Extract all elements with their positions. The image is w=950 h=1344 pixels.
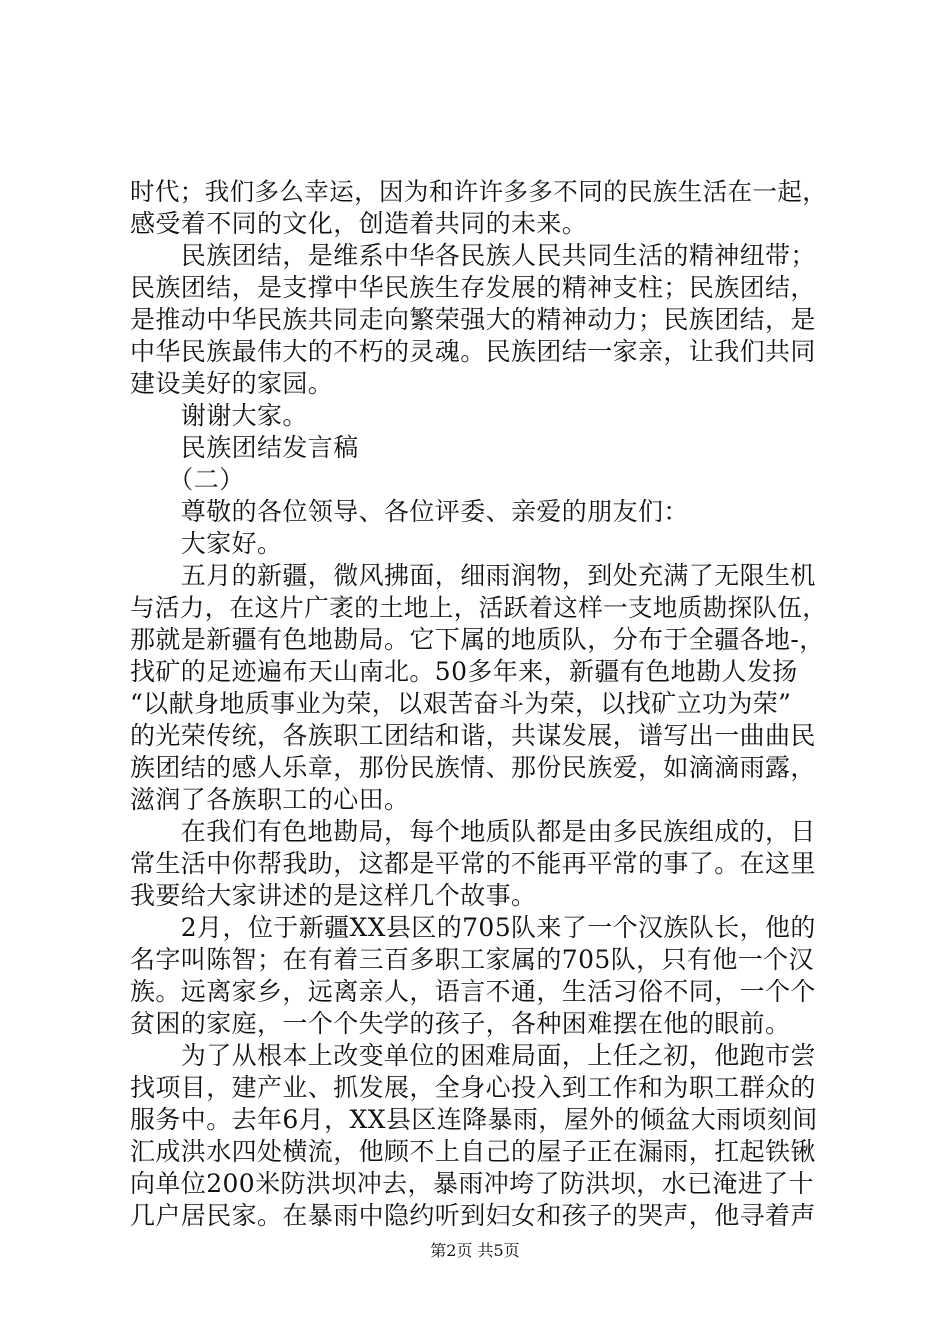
text-line: 贫困的家庭，一个个失学的孩子，各种困难摆在他的眼前。 [130, 1009, 791, 1038]
text-line: 感受着不同的文化，创造着共同的未来。 [130, 209, 588, 238]
text-line: 汇成洪水四处横流，他顾不上自己的屋子正在漏雨，扛起铁锹 [130, 1137, 816, 1166]
text-line: 名字叫陈智；在有着三百多职工家属的705队，只有他一个汉 [130, 945, 814, 974]
text-line: 几户居民家。在暴雨中隐约听到妇女和孩子的哭声，他寻着声 [130, 1201, 816, 1230]
text-line: 滋润了各族职工的心田。 [130, 785, 410, 814]
text-line: 服务中。去年6月，XX县区连降暴雨，屋外的倾盆大雨顷刻间 [130, 1105, 818, 1134]
text-line: 五月的新疆，微风拂面，细雨润物，到处充满了无限生机 [130, 561, 816, 590]
text-line: 民族团结，是支撑中华民族生存发展的精神支柱；民族团结， [130, 273, 816, 302]
text-line: 族。远离家乡，远离亲人，语言不通，生活习俗不同，一个个 [130, 977, 816, 1006]
body-text [130, 176, 840, 1232]
text-line: 2月，位于新疆XX县区的705队来了一个汉族队长，他的 [130, 913, 816, 942]
text-line: 为了从根本上改变单位的困难局面，上任之初，他跑市尝 [130, 1041, 816, 1070]
text-line: 民族团结，是维系中华各民族人民共同生活的精神纽带； [130, 241, 816, 270]
text-line: 中华民族最伟大的不朽的灵魂。民族团结一家亲，让我们共同 [130, 337, 816, 366]
text-line: “以献身地质事业为荣，以艰苦奋斗为荣，以找矿立功为荣” [130, 689, 792, 718]
text-line: 那就是新疆有色地勘局。它下属的地质队，分布于全疆各地-， [130, 625, 825, 654]
text-line: 常生活中你帮我助，这都是平常的不能再平常的事了。在这里 [130, 849, 816, 878]
text-line: 谢谢大家。 [130, 401, 308, 430]
text-line: 是推动中华民族共同走向繁荣强大的精神动力；民族团结，是 [130, 305, 816, 334]
text-line: 时代；我们多么幸运，因为和许许多多不同的民族生活在一起， [130, 177, 828, 206]
text-line: 建设美好的家园。 [130, 369, 334, 398]
text-line: 与活力，在这片广袤的土地上，活跃着这样一支地质勘探队伍， [130, 593, 828, 622]
text-line: 找矿的足迹遍布天山南北。50多年来，新疆有色地勘人发扬 [130, 657, 798, 686]
text-line: 找项目，建产业、抓发展，全身心投入到工作和为职工群众的 [130, 1073, 816, 1102]
text-line: 族团结的感人乐章，那份民族情、那份民族爱，如滴滴雨露， [130, 753, 816, 782]
page-footer: 第2页 共5页 [430, 1241, 520, 1260]
text-line: （二） [130, 465, 245, 494]
text-line: 我要给大家讲述的是这样几个故事。 [130, 881, 537, 910]
text-line: 民族团结发言稿 [130, 433, 359, 462]
text-line: 尊敬的各位领导、各位评委、亲爱的朋友们： [130, 497, 689, 526]
text-line: 向单位200米防洪坝冲去，暴雨冲垮了防洪坝，水已淹进了十 [130, 1169, 814, 1198]
text-line: 大家好。 [130, 529, 283, 558]
text-line: 的光荣传统，各族职工团结和谐，共谋发展，谱写出一曲曲民 [130, 721, 816, 750]
text-line: 在我们有色地勘局，每个地质队都是由多民族组成的，日 [130, 817, 816, 846]
